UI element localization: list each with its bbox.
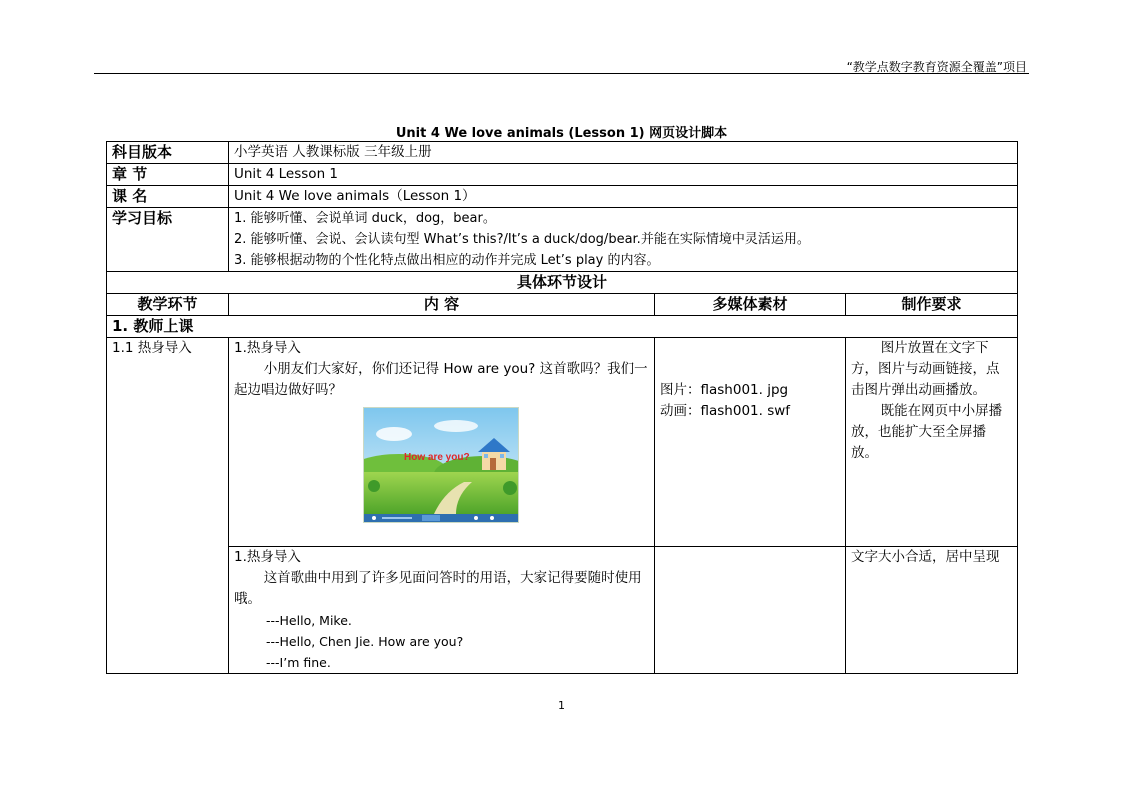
dialogue-line: ---Hello, Chen Jie. How are you? bbox=[266, 634, 464, 649]
warmup-row-1 bbox=[107, 338, 1018, 547]
subject-row bbox=[107, 142, 1018, 164]
media-image-file: 图片：flash001. jpg bbox=[660, 382, 789, 398]
step-label: 1.1 热身导入 bbox=[107, 338, 229, 674]
objective-item: 2. 能够听懂、会说、会认读句型 What’s this?/It’s a duck/dog/bear.并能在实际情境中灵活运用。 bbox=[234, 232, 810, 247]
objectives-list bbox=[229, 208, 1018, 272]
col-header-step: 教学环节 bbox=[107, 294, 229, 316]
content-title: 1.热身导入 bbox=[234, 549, 301, 565]
design-script-table bbox=[106, 141, 1018, 674]
column-header-row bbox=[107, 294, 1018, 316]
requirement-paragraph: 既能在网页中小屏播放，也能扩大至全屏播放。 bbox=[851, 403, 1003, 461]
col-header-content: 内 容 bbox=[229, 294, 655, 316]
document-title: Unit 4 We love animals (Lesson 1) 网页设计脚本 bbox=[395, 126, 728, 141]
chapter-value: Unit 4 Lesson 1 bbox=[229, 164, 1018, 186]
lesson-row bbox=[107, 186, 1018, 208]
objective-item: 1. 能够听懂、会说单词 duck，dog，bear。 bbox=[234, 211, 496, 226]
col-header-requirement: 制作要求 bbox=[846, 294, 1018, 316]
content-cell bbox=[229, 547, 655, 674]
requirement-cell: 文字大小合适，居中呈现 bbox=[846, 547, 1018, 674]
section-heading-row bbox=[107, 272, 1018, 294]
lesson-label: 课 名 bbox=[107, 186, 229, 208]
scenery-image bbox=[364, 408, 518, 522]
dialogue-line: ---I’m fine. bbox=[266, 655, 331, 670]
content-title: 1.热身导入 bbox=[234, 340, 301, 356]
image-caption: How are you? bbox=[404, 452, 470, 463]
content-cell bbox=[229, 338, 655, 547]
objective-item: 3. 能够根据动物的个性化特点做出相应的动作并完成 Let’s play 的内容。 bbox=[234, 253, 660, 268]
subject-label: 科目版本 bbox=[107, 142, 229, 164]
col-header-media: 多媒体素材 bbox=[655, 294, 846, 316]
media-animation-file: 动画：flash001. swf bbox=[660, 403, 791, 419]
media-cell bbox=[655, 547, 846, 674]
content-paragraph: 这首歌曲中用到了许多见面问答时的用语，大家记得要随时使用哦。 bbox=[234, 570, 642, 607]
requirement-cell bbox=[846, 338, 1018, 547]
chapter-row bbox=[107, 164, 1018, 186]
subject-value: 小学英语 人教课标版 三年级上册 bbox=[229, 142, 1018, 164]
song-animation-thumbnail[interactable] bbox=[363, 407, 519, 523]
warmup-row-2 bbox=[107, 547, 1018, 674]
objectives-label: 学习目标 bbox=[107, 208, 229, 272]
stage-heading: 1. 教师上课 bbox=[107, 316, 1018, 338]
requirement-paragraph: 图片放置在文字下方，图片与动画链接，点击图片弹出动画播放。 bbox=[851, 340, 1000, 398]
page-number: 1 bbox=[558, 699, 565, 712]
stage-row bbox=[107, 316, 1018, 338]
dialogue-line: ---Hello, Mike. bbox=[266, 613, 352, 628]
header-divider bbox=[94, 73, 1029, 74]
chapter-label: 章 节 bbox=[107, 164, 229, 186]
lesson-value: Unit 4 We love animals（Lesson 1） bbox=[229, 186, 1018, 208]
header-project-text: “教学点数字教育资源全覆盖”项目 bbox=[846, 60, 1027, 74]
objectives-row bbox=[107, 208, 1018, 272]
content-paragraph: 小朋友们大家好，你们还记得 How are you? 这首歌吗？我们一起边唱边做好吗？ bbox=[234, 361, 648, 398]
media-cell bbox=[655, 338, 846, 547]
section-heading: 具体环节设计 bbox=[107, 272, 1018, 294]
